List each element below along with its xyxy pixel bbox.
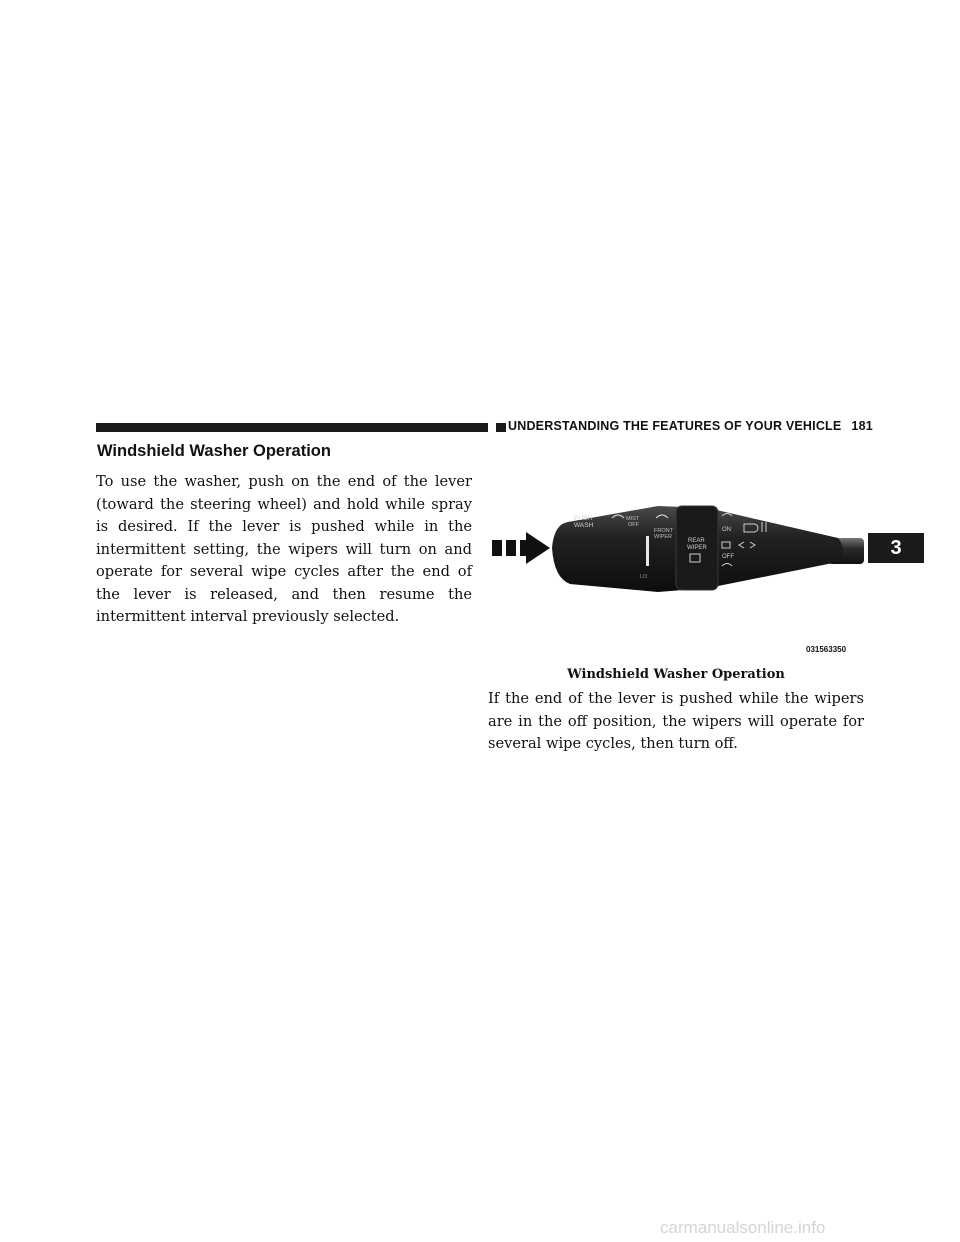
lo-label: LO bbox=[640, 574, 648, 580]
chapter-tab: 3 bbox=[868, 533, 924, 563]
chapter-title: UNDERSTANDING THE FEATURES OF YOUR VEHICLE bbox=[508, 419, 842, 433]
mist-label: MIST bbox=[626, 516, 640, 522]
body-paragraph-1: To use the washer, push on the end of the lever (toward the steering wheel) and hold while spray is desired. If the lever is pushed while in the intermittent setting, the wipers will turn on and operate for several wipe cycles after the end of the lever is released, and then resume the intermittent interval previously selected. bbox=[96, 473, 472, 625]
rear-wiper-label: WIPER bbox=[687, 545, 707, 551]
rear-off-label: OFF bbox=[722, 554, 734, 560]
rear-label: REAR bbox=[688, 538, 705, 544]
push-label: PUSH bbox=[574, 515, 593, 522]
watermark: carmanualsonline.info bbox=[660, 1218, 826, 1237]
body-paragraph-2: If the end of the lever is pushed while the wipers are in the off position, the wipers will operate for several wipe cycles, then turn off. bbox=[488, 690, 864, 752]
off-label: OFF bbox=[628, 522, 639, 528]
figure-id: 031563350 bbox=[806, 645, 847, 654]
section-title: Windshield Washer Operation bbox=[97, 442, 331, 460]
running-header bbox=[508, 419, 873, 433]
wiper-lever-figure bbox=[488, 500, 864, 640]
figure-caption: Windshield Washer Operation bbox=[567, 667, 785, 682]
push-arrow-icon bbox=[492, 532, 550, 564]
interval-indicator bbox=[646, 536, 649, 566]
wash-label: WASH bbox=[574, 522, 594, 529]
on-label: ON bbox=[722, 527, 731, 533]
header-rule-right bbox=[496, 423, 506, 432]
header-rule-left bbox=[96, 423, 488, 432]
page-number: 181 bbox=[851, 419, 873, 433]
front-wiper-label: WIPER bbox=[654, 534, 673, 540]
wiper-lever-illustration bbox=[488, 500, 864, 640]
front-label: FRONT bbox=[654, 528, 673, 534]
